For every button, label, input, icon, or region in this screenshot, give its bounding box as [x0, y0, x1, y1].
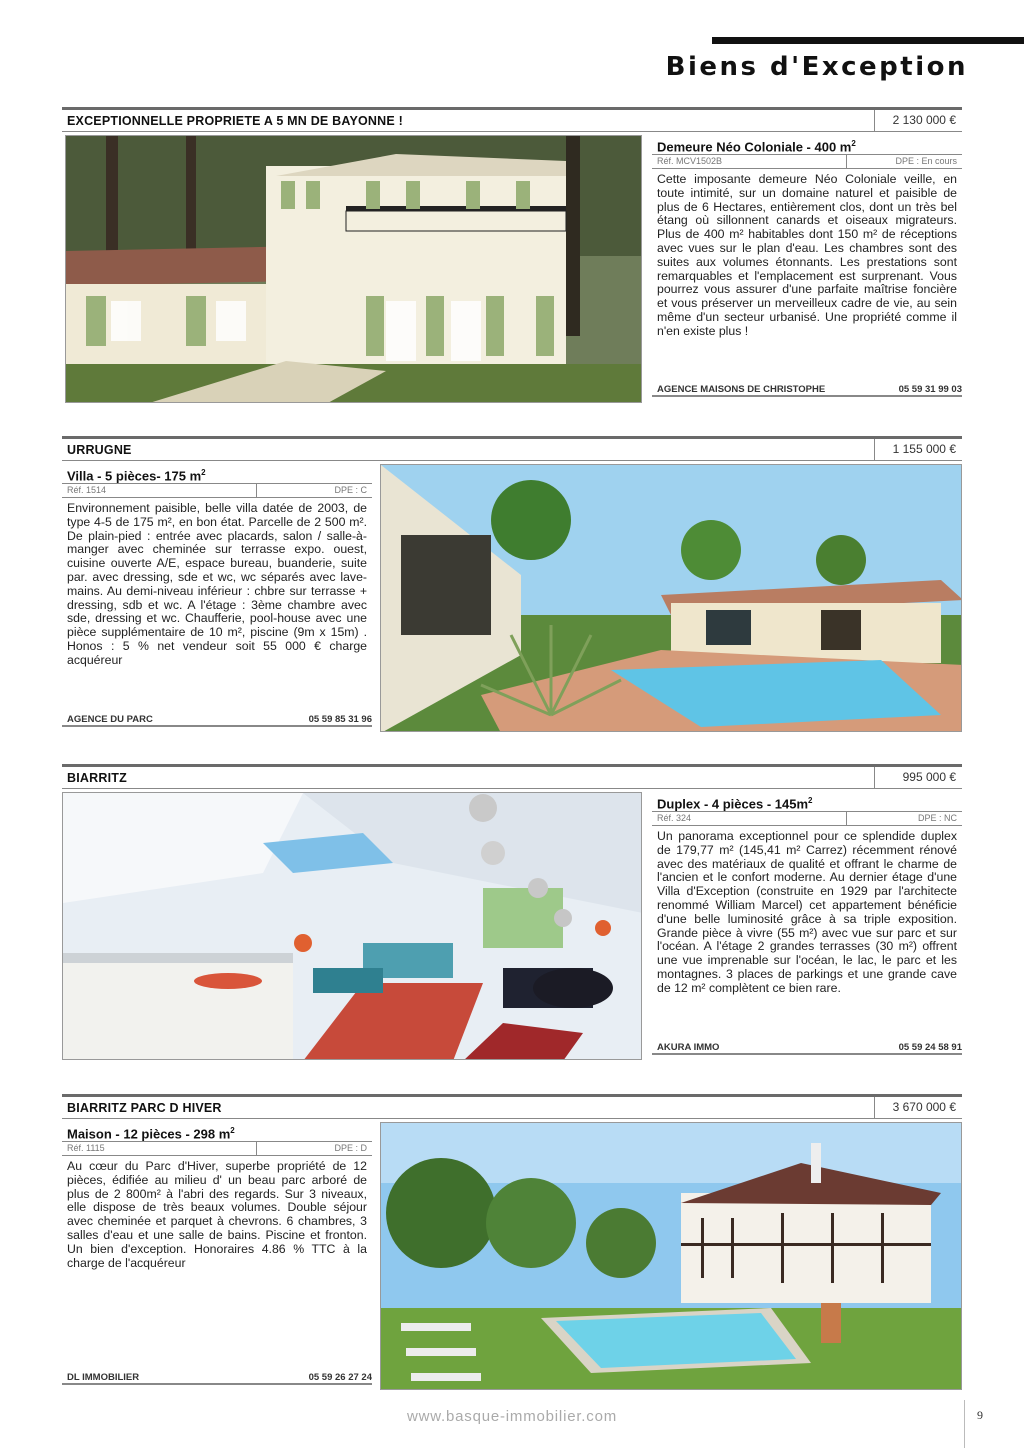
property-description: Cette imposante demeure Néo Coloniale veille, en toute intimité, sur un domaine naturel et paisible de plus de 6 Hectares, entièrement clos, dont un très bel étang où sillonnent canards et oiseaux migrateurs. Plus de 400 m² habitables dont 150 m² de réceptions avec vues sur le plan d'eau. Les chambres sont des suites aux volumes étonnants. Les prestations sont remarquables et l'emplacement est surprenant. Vous pourrez vous assurer d'une parfaite maîtrise foncière et vous préserver un merveilleux cadre de vie, au sein même d'un secteur urbanisé. Une propriété comme il n'en existe plus !: [657, 172, 957, 338]
listing-price: 995 000 €: [874, 767, 962, 789]
property-info: [652, 134, 962, 339]
reference-row: [652, 811, 962, 826]
property-description: Au cœur du Parc d'Hiver, superbe propriété de 12 pièces, édifiée au milieu d' un beau parc arboré de plus de 2 800m² à l'abri des regards. Sur 3 niveaux, elle dispose de très beaux volumes. Double séjour avec cheminée et parquet à chevrons. 6 chambres, 3 salles d'eau et une salle de bains. Piscine et fronton. Un bien d'exception. Honoraires 4.86 % TTC à la charge de l'acquéreur: [67, 1159, 367, 1270]
reference: Réf. 324: [652, 812, 847, 825]
location-underline: [62, 788, 874, 789]
title-rule: [62, 764, 962, 767]
agency-row: [62, 713, 372, 727]
agency-name: AGENCE MAISONS DE CHRISTOPHE: [657, 384, 826, 395]
reference: Réf. 1514: [62, 484, 257, 497]
agency-phone: 05 59 26 27 24: [308, 1372, 372, 1383]
agency-phone: 05 59 85 31 96: [308, 714, 372, 725]
reference-row: [62, 1141, 372, 1156]
property-photo: [62, 792, 642, 1060]
property-title: Villa - 5 pièces- 175 $m^2$: [67, 468, 206, 484]
listing-location: EXCEPTIONNELLE PROPRIETE A 5 MN DE BAYONNE !: [67, 114, 403, 128]
listing-2: [62, 436, 962, 734]
listing-location: URRUGNE: [67, 443, 132, 457]
listing-price: 1 155 000 €: [874, 439, 962, 461]
reference-row: [652, 154, 962, 169]
agency-phone: 05 59 31 99 03: [898, 384, 962, 395]
listing-location: BIARRITZ PARC D HIVER: [67, 1101, 222, 1115]
property-info: [62, 1121, 372, 1270]
location-underline: [62, 1118, 874, 1119]
title-rule: [62, 436, 962, 439]
property-photo: [65, 135, 642, 403]
reference-row: [62, 483, 372, 498]
property-title: Duplex - 4 pièces - $145m^2$: [657, 796, 813, 812]
location-underline: [62, 131, 874, 132]
page-number: 9: [964, 1400, 994, 1448]
dpe-rating: DPE : D: [334, 1143, 367, 1153]
agency-row: [62, 1371, 372, 1385]
dpe-rating: DPE : NC: [917, 813, 957, 823]
dpe-rating: DPE : C: [334, 485, 367, 495]
listing-price: 2 130 000 €: [874, 110, 962, 132]
agency-row: [652, 383, 962, 397]
page-title: Biens d'Exception: [665, 52, 968, 82]
listing-4: [62, 1094, 962, 1392]
footer-url[interactable]: www.basque-immobilier.com: [406, 1408, 618, 1425]
property-photo: [380, 464, 962, 732]
header-bar: [712, 37, 1024, 44]
property-info: [62, 463, 372, 668]
property-photo: [380, 1122, 962, 1390]
agency-name: DL IMMOBILIER: [67, 1372, 140, 1383]
property-description: Environnement paisible, belle villa datée de 2003, de type 4-5 de 175 m², en bon état. Parcelle de 2 500 m². De plain-pied : entrée avec placards, salon / salle-à-manger avec cheminée sur terrasse expo. ouest, cuisine ouverte A/E, espace bureau, buanderie, suite par. avec dressing, sde et wc, wc séparés avec lave-mains. Au demi-niveau inférieur : chbre sur terrasse + dressing, sdb et wc. A l'étage : 3ème chambre avec sde, dressing et wc. Chaufferie, pool-house avec une pièce supplémentaire de 10 m², piscine (9m x 15m) . Honos : 5 % net vendeur soit 55 000 € charge acquéreur: [67, 501, 367, 667]
agency-name: AKURA IMMO: [657, 1042, 720, 1053]
listing-1: [62, 107, 962, 405]
reference: Réf. 1115: [62, 1142, 257, 1155]
agency-row: [652, 1041, 962, 1055]
listing-3: [62, 764, 962, 1062]
property-title: Maison - 12 pièces - 298 $m^2$: [67, 1126, 235, 1142]
agency-phone: 05 59 24 58 91: [898, 1042, 962, 1053]
listing-price: 3 670 000 €: [874, 1097, 962, 1119]
title-rule: [62, 107, 962, 110]
reference: Réf. MCV1502B: [652, 155, 847, 168]
location-underline: [62, 460, 874, 461]
property-description: Un panorama exceptionnel pour ce splendide duplex de 179,77 m² (145,41 m² Carrez) récemment rénové avec des matériaux de qualité et offrant le charme de l'ancien et le confort moderne. Au dernier étage d'une Villa d'Exception (construite en 1929 par l'architecte renommé William Marcel) cet appartement bénéficie d'une belle luminosité grâce à sa triple exposition. Grande pièce à vivre (55 m²) avec vue sur parc et sur l'océan. A l'étage 2 grandes terrasses (30 m²) offrent une vue imprenable sur l'océan, le lac, le parc et les montagnes. 3 places de parkings et une grande cave de 12 m² complètent ce bien rare.: [657, 829, 957, 995]
listing-location: BIARRITZ: [67, 771, 127, 785]
title-rule: [62, 1094, 962, 1097]
dpe-rating: DPE : En cours: [895, 156, 957, 166]
property-title: Demeure Néo Coloniale - 400 $m^2$: [657, 139, 856, 155]
agency-name: AGENCE DU PARC: [67, 714, 153, 725]
property-info: [652, 791, 962, 996]
